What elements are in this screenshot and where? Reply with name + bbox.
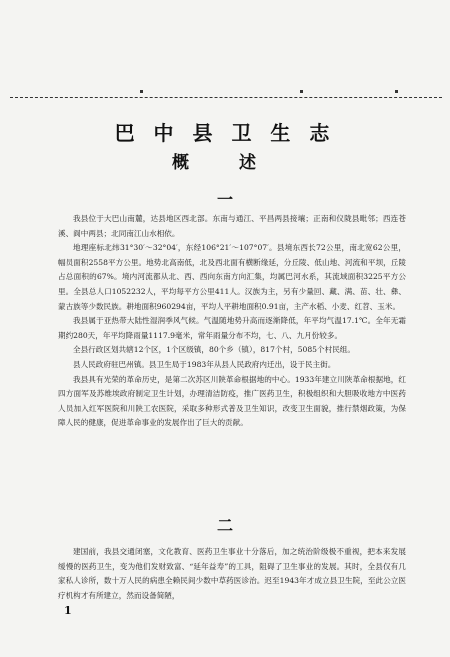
paragraph: 全县行政区划共辖12个区，1个区级镇，80个乡（镇），817个村，5085个村民组。 bbox=[73, 345, 355, 355]
section-number: 一 bbox=[216, 190, 233, 209]
rule-mark bbox=[395, 90, 398, 93]
paragraph: 地理座标北纬31°30′～32°04′，东经106°21′～107°07′。县境东西长72公里，南北宽62公里，幅员面积2558平方公里。地势北高南低，北及西北面有横断缘延，分丘陵、低山地、河流和平坝，丘陵占总面积的67%。境内河流都从北、西、西向东南方向汇集，均属巴河水系，其流域面积3225平方公里。全县总人口1052232人，平均每平方公里411人。汉族为主，另有少量回、藏、满、苗、壮、彝、蒙古族等少数民族。耕地面积960294亩，平均人平耕地面积0.91亩，主产水稻、小麦、红苕、玉米。 bbox=[58, 243, 406, 311]
paragraph: 我县属于亚热带大陆性湿润季风气候。气温随地势升高而逐渐降低，年平均气温17.1℃。全年无霜期约280天，年平均降雨量1117.9毫米，常年雨量分布不均，七、八、九月份较多。 bbox=[58, 316, 406, 340]
rule-mark bbox=[300, 90, 303, 93]
paragraph: 我县位于大巴山南麓，达县地区西北部。东南与通江、平昌两县接壤；正南和仪陇县毗邻；西连苍溪、阆中两县；北同南江山水相依。 bbox=[58, 214, 406, 238]
rule-mark bbox=[140, 90, 143, 93]
paragraph: 我县具有光荣的革命历史，是第二次苏区川陕革命根据地的中心。1933年建立川陕革命根据地，红四方面军及苏维埃政府制定卫生计划，办理清洁防疫，推广医药卫生，积极组织和大胆吸收地方中医药人员加入红军医院和川陕工农医院，采取多种形式普及卫生知识，改变卫生面貌，推行禁烟政策，为保障人民的健康，促进革命事业的发展作出了巨大的贡献。 bbox=[58, 374, 406, 428]
section-2-body bbox=[58, 545, 406, 603]
page-number: 1 bbox=[64, 604, 72, 617]
paragraph: 县人民政府驻巴州镇。县卫生局于1983年从县人民政府内迁出，设于民主街。 bbox=[73, 359, 336, 369]
top-dashed-rule bbox=[10, 97, 442, 98]
document-subtitle: 概 述 bbox=[172, 153, 278, 173]
paragraph: 建国前，我县交通闭塞，文化教育、医药卫生事业十分落后，加之统治阶级极不重视，把本来发展缓慢的医药卫生，变为他们发财致富、“延年益寿”的工具，阻碍了卫生事业的发展。其时，全县仅有几家私人诊所，数十万人民的病患全赖民间少数中草药医诊治。迟至1943年才成立县卫生院，至此公立医疗机构才有所建立，然而设备简陋， bbox=[58, 547, 406, 600]
section-1-body bbox=[58, 212, 406, 431]
section-number: 二 bbox=[216, 516, 233, 535]
document-title: 巴 中 县 卫 生 志 bbox=[114, 121, 336, 145]
